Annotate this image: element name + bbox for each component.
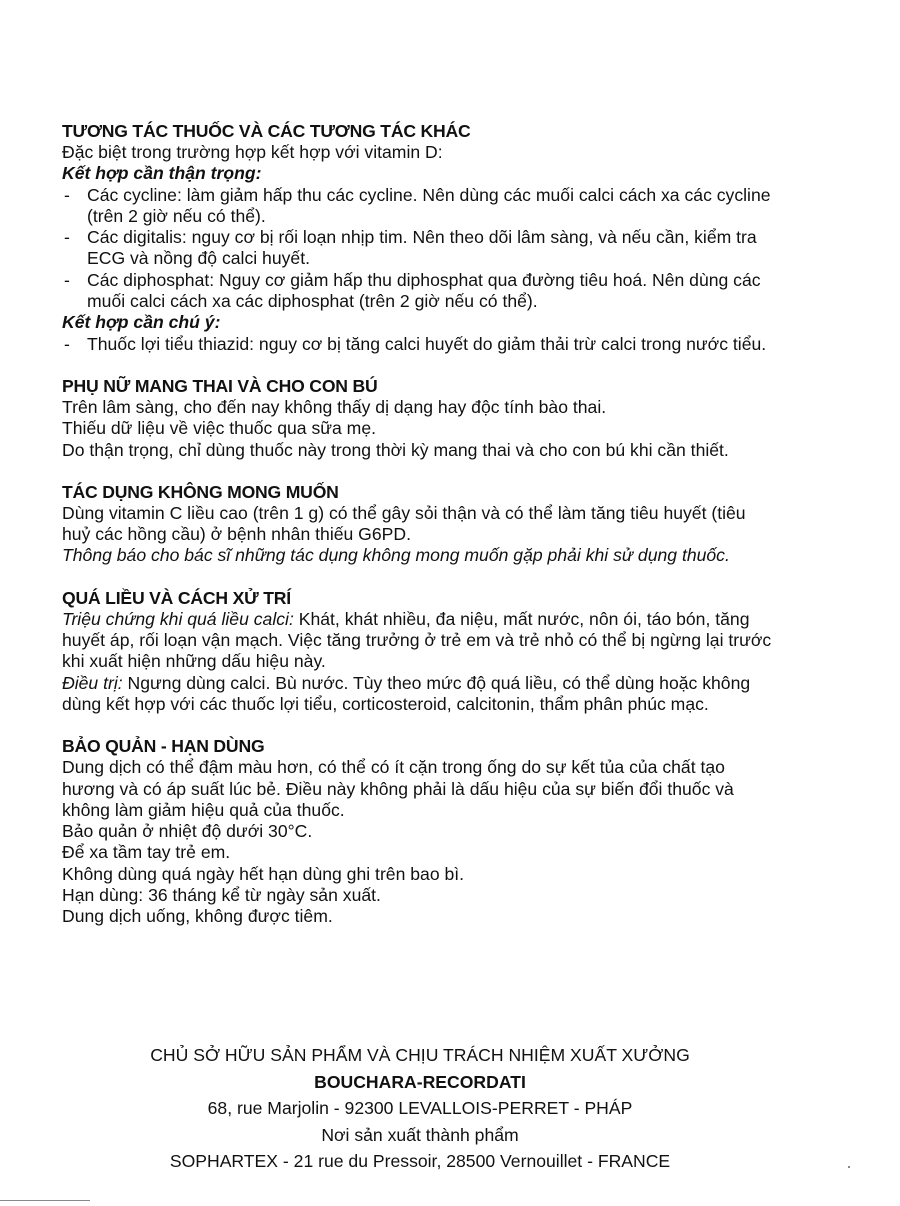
section-storage [62,735,774,927]
side-effects-text: Dùng vitamin C liều cao (trên 1 g) có thể gây sỏi thận và có thể làm tăng tiêu huyết (tiêu huỷ các hồng cầu) ở bệnh nhân thiếu G6PD. [62,502,746,545]
company-name: BOUCHARA-RECORDATI [314,1071,526,1092]
section-heading: TÁC DỤNG KHÔNG MONG MUỐN [62,481,339,502]
text-line: Dung dịch có thể đậm màu hơn, có thể có ít cặn trong ống do sự kết tủa của chất tạo hương và có áp suất lúc bẻ. Điều này không phải là dấu hiệu của sự biến đổi thuốc và không làm giảm hiệu quả của thuốc. [62,757,734,820]
overdose-treatment [62,673,774,716]
list-item: - Các diphosphat: Nguy cơ giảm hấp thu diphosphat qua đường tiêu hoá. Nên dùng các muối calci cách xa các diphosphat (trên 2 giờ nếu có thể). [62,270,774,313]
section-interactions [62,120,774,355]
list-item: - Thuốc lợi tiểu thiazid: nguy cơ bị tăng calci huyết do giảm thải trừ calci trong nước tiểu. [62,334,774,355]
manufacturer-address: SOPHARTEX - 21 rue du Pressoir, 28500 Vernouillet - FRANCE [169,1151,671,1171]
text-line: Dung dịch uống, không được tiêm. [62,906,333,927]
symptoms-label: Triệu chứng khi quá liều calci: [62,608,294,629]
text-line: Để xa tầm tay trẻ em. [62,842,231,863]
list-item: - Các digitalis: nguy cơ bị rối loạn nhịp tim. Nên theo dõi lâm sàng, và nếu cần, kiểm tra ECG và nồng độ calci huyết. [62,227,774,270]
company-address: 68, rue Marjolin - 92300 LEVALLOIS-PERRET - PHÁP [207,1098,633,1118]
scan-artifact-dot [848,1166,850,1168]
section-heading: PHỤ NỮ MANG THAI VÀ CHO CON BÚ [62,375,378,396]
section-overdose [62,587,774,715]
section-side-effects [62,481,774,567]
text-line: Bảo quản ở nhiệt độ dưới 30°C. [62,821,313,842]
text-line: Thiếu dữ liệu về việc thuốc qua sữa mẹ. [62,418,377,439]
text-line: Do thận trọng, chỉ dùng thuốc này trong thời kỳ mang thai và cho con bú khi cần thiết. [62,439,729,460]
side-effects-notice: Thông báo cho bác sĩ những tác dụng không mong muốn gặp phải khi sử dụng thuốc. [62,545,730,566]
owner-label: CHỦ SỞ HỮU SẢN PHẨM VÀ CHỊU TRÁCH NHIỆM XUẤT XƯỞNG [150,1045,690,1065]
section-heading: QUÁ LIỀU VÀ CÁCH XỬ TRÍ [62,587,291,608]
attention-subheading: Kết hợp cần chú ý: [62,312,221,333]
section-heading: BẢO QUẢN - HẠN DÙNG [62,736,265,757]
list-item: - Các cycline: làm giảm hấp thu các cycline. Nên dùng các muối calci cách xa các cycline (trên 2 giờ nếu có thể). [62,185,774,228]
text-line: Không dùng quá ngày hết hạn dùng ghi trên bao bì. [62,863,465,884]
caution-subheading: Kết hợp cần thận trọng: [62,163,262,184]
section-heading: TƯƠNG TÁC THUỐC VÀ CÁC TƯƠNG TÁC KHÁC [62,121,471,141]
text-line: Trên lâm sàng, cho đến nay không thấy dị dạng hay độc tính bào thai. [62,396,607,417]
manufacturer-label: Nơi sản xuất thành phẩm [321,1124,519,1145]
treatment-label: Điều trị: [62,672,123,693]
section-pregnancy [62,375,774,461]
treatment-text: Ngưng dùng calci. Bù nước. Tùy theo mức độ quá liều, có thể dùng hoặc không dùng kết hợp với các thuốc lợi tiểu, corticosteroid, calcitonin, thẩm phân phúc mạc. [62,672,751,714]
text-line: Hạn dùng: 36 tháng kể từ ngày sản xuất. [62,885,381,906]
attention-list [62,334,774,355]
caution-list [62,185,774,313]
scan-artifact-line [0,1200,90,1201]
symptoms-text: Khát, khát nhiều, đa niệu, mất nước, nôn ói, táo bón, tăng huyết áp, rối loạn vận mạch. Việc tăng trưởng ở trẻ em và trẻ nhỏ có thể bị ngừng lại trước khi xuất hiện những dấu hiệu này. [62,608,772,672]
interactions-intro: Đặc biệt trong trường hợp kết hợp với vitamin D: [62,142,443,162]
manufacturer-footer [60,1042,780,1175]
leaflet-body [62,120,774,928]
overdose-symptoms [62,609,774,673]
